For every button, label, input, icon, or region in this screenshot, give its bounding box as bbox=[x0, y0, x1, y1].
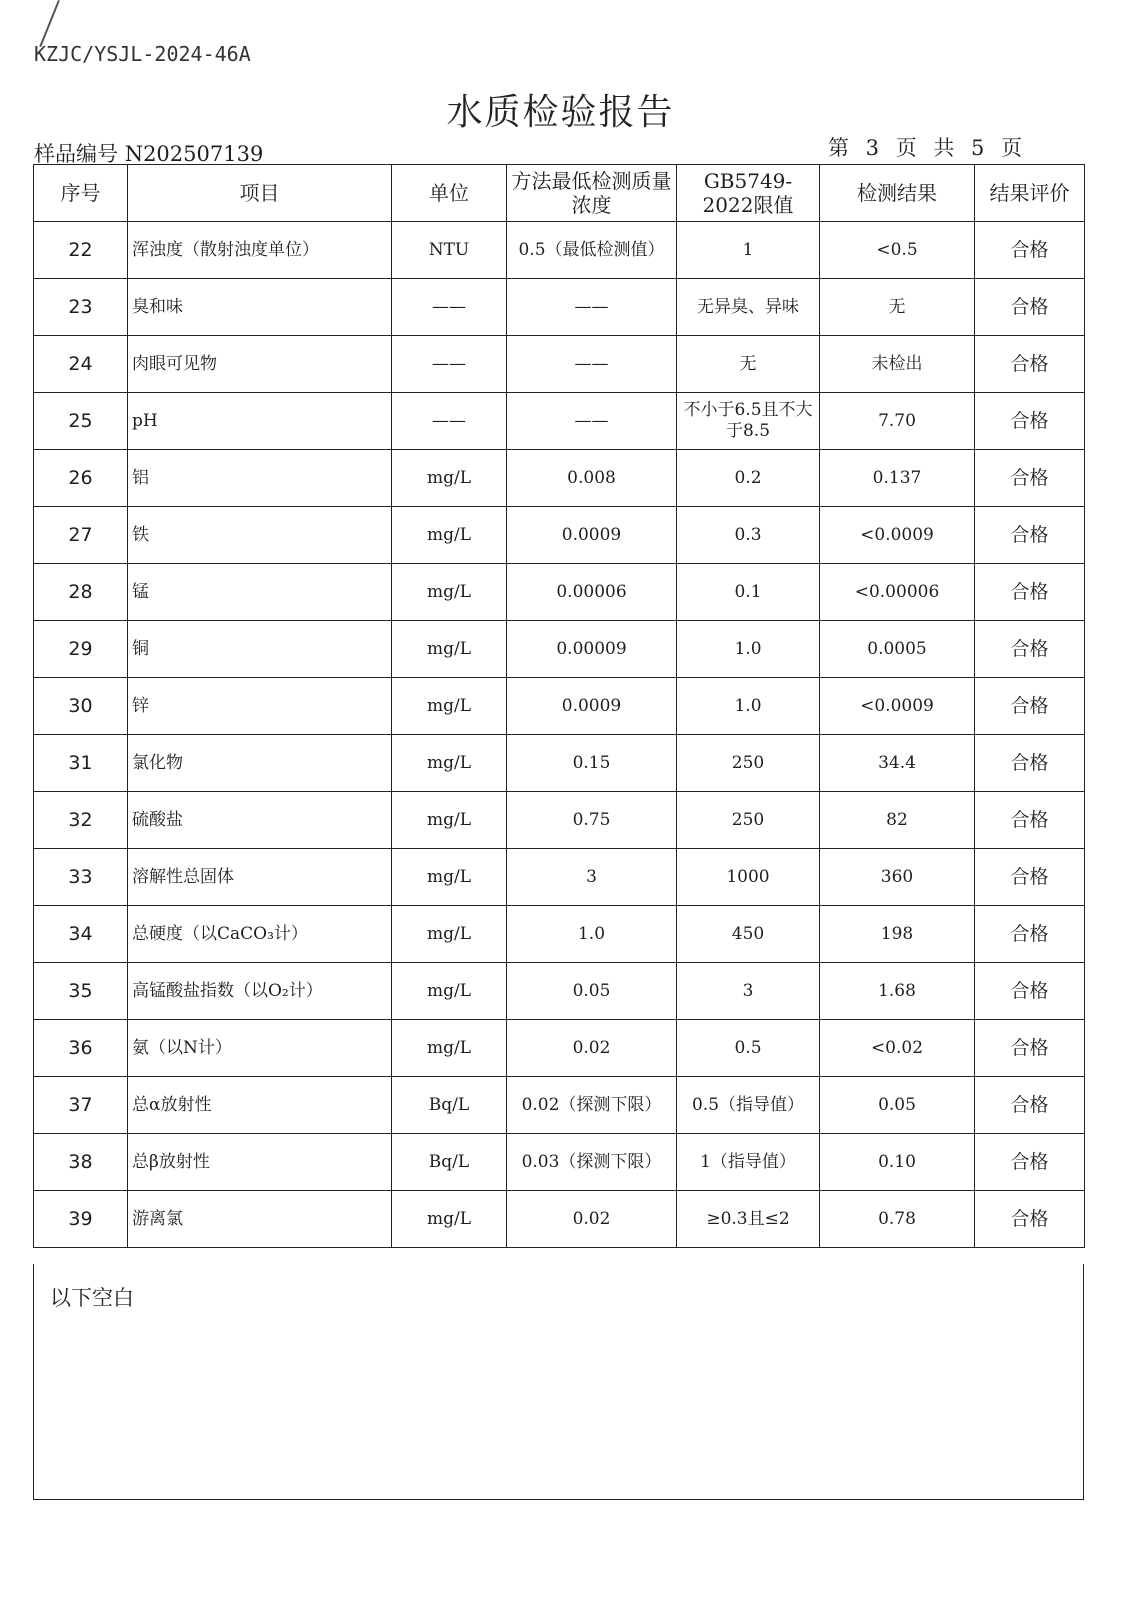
cell-method: 0.008 bbox=[507, 450, 677, 507]
cell-limit: 不小于6.5且不大于8.5 bbox=[677, 393, 820, 450]
table-row bbox=[34, 963, 1085, 1020]
cell-result: <0.02 bbox=[820, 1020, 975, 1077]
table-row bbox=[34, 1134, 1085, 1191]
cell-method: 0.00006 bbox=[507, 564, 677, 621]
table-row bbox=[34, 849, 1085, 906]
cell-unit: mg/L bbox=[392, 963, 507, 1020]
table-row bbox=[34, 279, 1085, 336]
cell-result: 360 bbox=[820, 849, 975, 906]
cell-index: 38 bbox=[34, 1134, 128, 1191]
cell-index: 33 bbox=[34, 849, 128, 906]
table-row bbox=[34, 1077, 1085, 1134]
table-row bbox=[34, 906, 1085, 963]
cell-method: 0.5（最低检测值） bbox=[507, 222, 677, 279]
cell-rating: 合格 bbox=[975, 963, 1085, 1020]
cell-item: 氨（以N计） bbox=[128, 1020, 392, 1077]
cell-unit: Bq/L bbox=[392, 1077, 507, 1134]
cell-result: 未检出 bbox=[820, 336, 975, 393]
cell-result: 198 bbox=[820, 906, 975, 963]
table-row bbox=[34, 1191, 1085, 1248]
sample-value: N202507139 bbox=[124, 142, 264, 166]
cell-index: 36 bbox=[34, 1020, 128, 1077]
cell-unit: Bq/L bbox=[392, 1134, 507, 1191]
cell-unit: mg/L bbox=[392, 1191, 507, 1248]
cell-index: 31 bbox=[34, 735, 128, 792]
cell-item: 总硬度（以CaCO₃计） bbox=[128, 906, 392, 963]
cell-result: 无 bbox=[820, 279, 975, 336]
cell-method: —— bbox=[507, 279, 677, 336]
cell-limit: 1000 bbox=[677, 849, 820, 906]
cell-method: 0.03（探测下限） bbox=[507, 1134, 677, 1191]
cell-result: <0.0009 bbox=[820, 678, 975, 735]
cell-unit: mg/L bbox=[392, 1020, 507, 1077]
cell-unit: —— bbox=[392, 393, 507, 450]
cell-limit: 250 bbox=[677, 735, 820, 792]
cell-item: 锌 bbox=[128, 678, 392, 735]
cell-item: 铁 bbox=[128, 507, 392, 564]
cell-item: 游离氯 bbox=[128, 1191, 392, 1248]
cell-result: 0.10 bbox=[820, 1134, 975, 1191]
cell-method: 0.0009 bbox=[507, 507, 677, 564]
table-row bbox=[34, 507, 1085, 564]
cell-result: 7.70 bbox=[820, 393, 975, 450]
cell-result: 0.78 bbox=[820, 1191, 975, 1248]
cell-unit: mg/L bbox=[392, 849, 507, 906]
table-row bbox=[34, 564, 1085, 621]
cell-index: 37 bbox=[34, 1077, 128, 1134]
cell-limit: 无 bbox=[677, 336, 820, 393]
cell-result: 0.05 bbox=[820, 1077, 975, 1134]
cell-limit: 无异臭、异味 bbox=[677, 279, 820, 336]
cell-result: <0.0009 bbox=[820, 507, 975, 564]
header-row bbox=[34, 165, 1085, 222]
cell-index: 34 bbox=[34, 906, 128, 963]
table-row bbox=[34, 450, 1085, 507]
cell-rating: 合格 bbox=[975, 507, 1085, 564]
cell-limit: 0.3 bbox=[677, 507, 820, 564]
cell-item: 总α放射性 bbox=[128, 1077, 392, 1134]
cell-rating: 合格 bbox=[975, 450, 1085, 507]
header-unit: 单位 bbox=[392, 165, 507, 222]
table-row bbox=[34, 336, 1085, 393]
cell-limit: 1 bbox=[677, 222, 820, 279]
cell-rating: 合格 bbox=[975, 279, 1085, 336]
blank-note: 以下空白 bbox=[50, 1286, 134, 1310]
cell-unit: mg/L bbox=[392, 621, 507, 678]
cell-unit: —— bbox=[392, 336, 507, 393]
cell-index: 26 bbox=[34, 450, 128, 507]
header-result: 检测结果 bbox=[820, 165, 975, 222]
cell-rating: 合格 bbox=[975, 621, 1085, 678]
cell-rating: 合格 bbox=[975, 849, 1085, 906]
cell-result: 1.68 bbox=[820, 963, 975, 1020]
cell-rating: 合格 bbox=[975, 792, 1085, 849]
cell-limit: 3 bbox=[677, 963, 820, 1020]
header-index: 序号 bbox=[34, 165, 128, 222]
sample-label: 样品编号 bbox=[34, 142, 118, 166]
cell-result: 0.0005 bbox=[820, 621, 975, 678]
cell-unit: mg/L bbox=[392, 906, 507, 963]
cell-index: 35 bbox=[34, 963, 128, 1020]
cell-item: 铜 bbox=[128, 621, 392, 678]
cell-method: 0.02（探测下限） bbox=[507, 1077, 677, 1134]
table-row bbox=[34, 678, 1085, 735]
cell-result: 34.4 bbox=[820, 735, 975, 792]
cell-limit: 1.0 bbox=[677, 621, 820, 678]
header-method: 方法最低检测质量浓度 bbox=[507, 165, 677, 222]
cell-rating: 合格 bbox=[975, 1020, 1085, 1077]
cell-result: 82 bbox=[820, 792, 975, 849]
cell-limit: 0.2 bbox=[677, 450, 820, 507]
cell-rating: 合格 bbox=[975, 1077, 1085, 1134]
table-body bbox=[34, 222, 1085, 1248]
cell-item: 浑浊度（散射浊度单位） bbox=[128, 222, 392, 279]
table-row bbox=[34, 621, 1085, 678]
header-limit: GB5749-2022限值 bbox=[677, 165, 820, 222]
cell-rating: 合格 bbox=[975, 1134, 1085, 1191]
cell-rating: 合格 bbox=[975, 564, 1085, 621]
cell-method: 0.15 bbox=[507, 735, 677, 792]
cell-index: 24 bbox=[34, 336, 128, 393]
cell-method: 0.0009 bbox=[507, 678, 677, 735]
cell-method: 0.02 bbox=[507, 1020, 677, 1077]
cell-rating: 合格 bbox=[975, 336, 1085, 393]
results-table bbox=[33, 164, 1085, 1248]
blank-area bbox=[33, 1264, 1084, 1500]
cell-limit: 0.5 bbox=[677, 1020, 820, 1077]
cell-item: 铝 bbox=[128, 450, 392, 507]
table-row bbox=[34, 393, 1085, 450]
cell-result: 0.137 bbox=[820, 450, 975, 507]
cell-rating: 合格 bbox=[975, 735, 1085, 792]
cell-unit: mg/L bbox=[392, 678, 507, 735]
cell-limit: 1.0 bbox=[677, 678, 820, 735]
cell-method: —— bbox=[507, 336, 677, 393]
header-rating: 结果评价 bbox=[975, 165, 1085, 222]
cell-index: 29 bbox=[34, 621, 128, 678]
cell-item: 肉眼可见物 bbox=[128, 336, 392, 393]
cell-index: 28 bbox=[34, 564, 128, 621]
cell-item: 总β放射性 bbox=[128, 1134, 392, 1191]
table-row bbox=[34, 1020, 1085, 1077]
cell-limit: 0.5（指导值） bbox=[677, 1077, 820, 1134]
cell-unit: —— bbox=[392, 279, 507, 336]
cell-index: 32 bbox=[34, 792, 128, 849]
table-row bbox=[34, 792, 1085, 849]
cell-item: 硫酸盐 bbox=[128, 792, 392, 849]
cell-item: 高锰酸盐指数（以O₂计） bbox=[128, 963, 392, 1020]
cell-limit: ≥0.3且≤2 bbox=[677, 1191, 820, 1248]
cell-result: <0.5 bbox=[820, 222, 975, 279]
cell-limit: 450 bbox=[677, 906, 820, 963]
document-code: KZJC/YSJL-2024-46A bbox=[34, 42, 251, 66]
cell-rating: 合格 bbox=[975, 906, 1085, 963]
cell-rating: 合格 bbox=[975, 393, 1085, 450]
cell-unit: mg/L bbox=[392, 450, 507, 507]
cell-method: 1.0 bbox=[507, 906, 677, 963]
report-title: 水质检验报告 bbox=[446, 92, 675, 133]
cell-rating: 合格 bbox=[975, 1191, 1085, 1248]
cell-unit: mg/L bbox=[392, 564, 507, 621]
table-row bbox=[34, 222, 1085, 279]
cell-item: 锰 bbox=[128, 564, 392, 621]
cell-limit: 1（指导值） bbox=[677, 1134, 820, 1191]
cell-index: 23 bbox=[34, 279, 128, 336]
cell-item: pH bbox=[128, 393, 392, 450]
cell-item: 氯化物 bbox=[128, 735, 392, 792]
cell-result: <0.00006 bbox=[820, 564, 975, 621]
cell-unit: mg/L bbox=[392, 735, 507, 792]
cell-index: 25 bbox=[34, 393, 128, 450]
cell-index: 39 bbox=[34, 1191, 128, 1248]
cell-method: 0.75 bbox=[507, 792, 677, 849]
cell-item: 溶解性总固体 bbox=[128, 849, 392, 906]
cell-method: 0.00009 bbox=[507, 621, 677, 678]
cell-unit: NTU bbox=[392, 222, 507, 279]
cell-method: 0.05 bbox=[507, 963, 677, 1020]
page-indicator: 第 3 页 共 5 页 bbox=[828, 136, 1024, 160]
cell-rating: 合格 bbox=[975, 678, 1085, 735]
cell-unit: mg/L bbox=[392, 507, 507, 564]
cell-item: 臭和味 bbox=[128, 279, 392, 336]
cell-method: 3 bbox=[507, 849, 677, 906]
header-item: 项目 bbox=[128, 165, 392, 222]
cell-limit: 250 bbox=[677, 792, 820, 849]
cell-rating: 合格 bbox=[975, 222, 1085, 279]
pen-mark bbox=[39, 0, 60, 47]
cell-method: —— bbox=[507, 393, 677, 450]
cell-index: 22 bbox=[34, 222, 128, 279]
table-row bbox=[34, 735, 1085, 792]
cell-unit: mg/L bbox=[392, 792, 507, 849]
cell-method: 0.02 bbox=[507, 1191, 677, 1248]
cell-limit: 0.1 bbox=[677, 564, 820, 621]
cell-index: 30 bbox=[34, 678, 128, 735]
cell-index: 27 bbox=[34, 507, 128, 564]
